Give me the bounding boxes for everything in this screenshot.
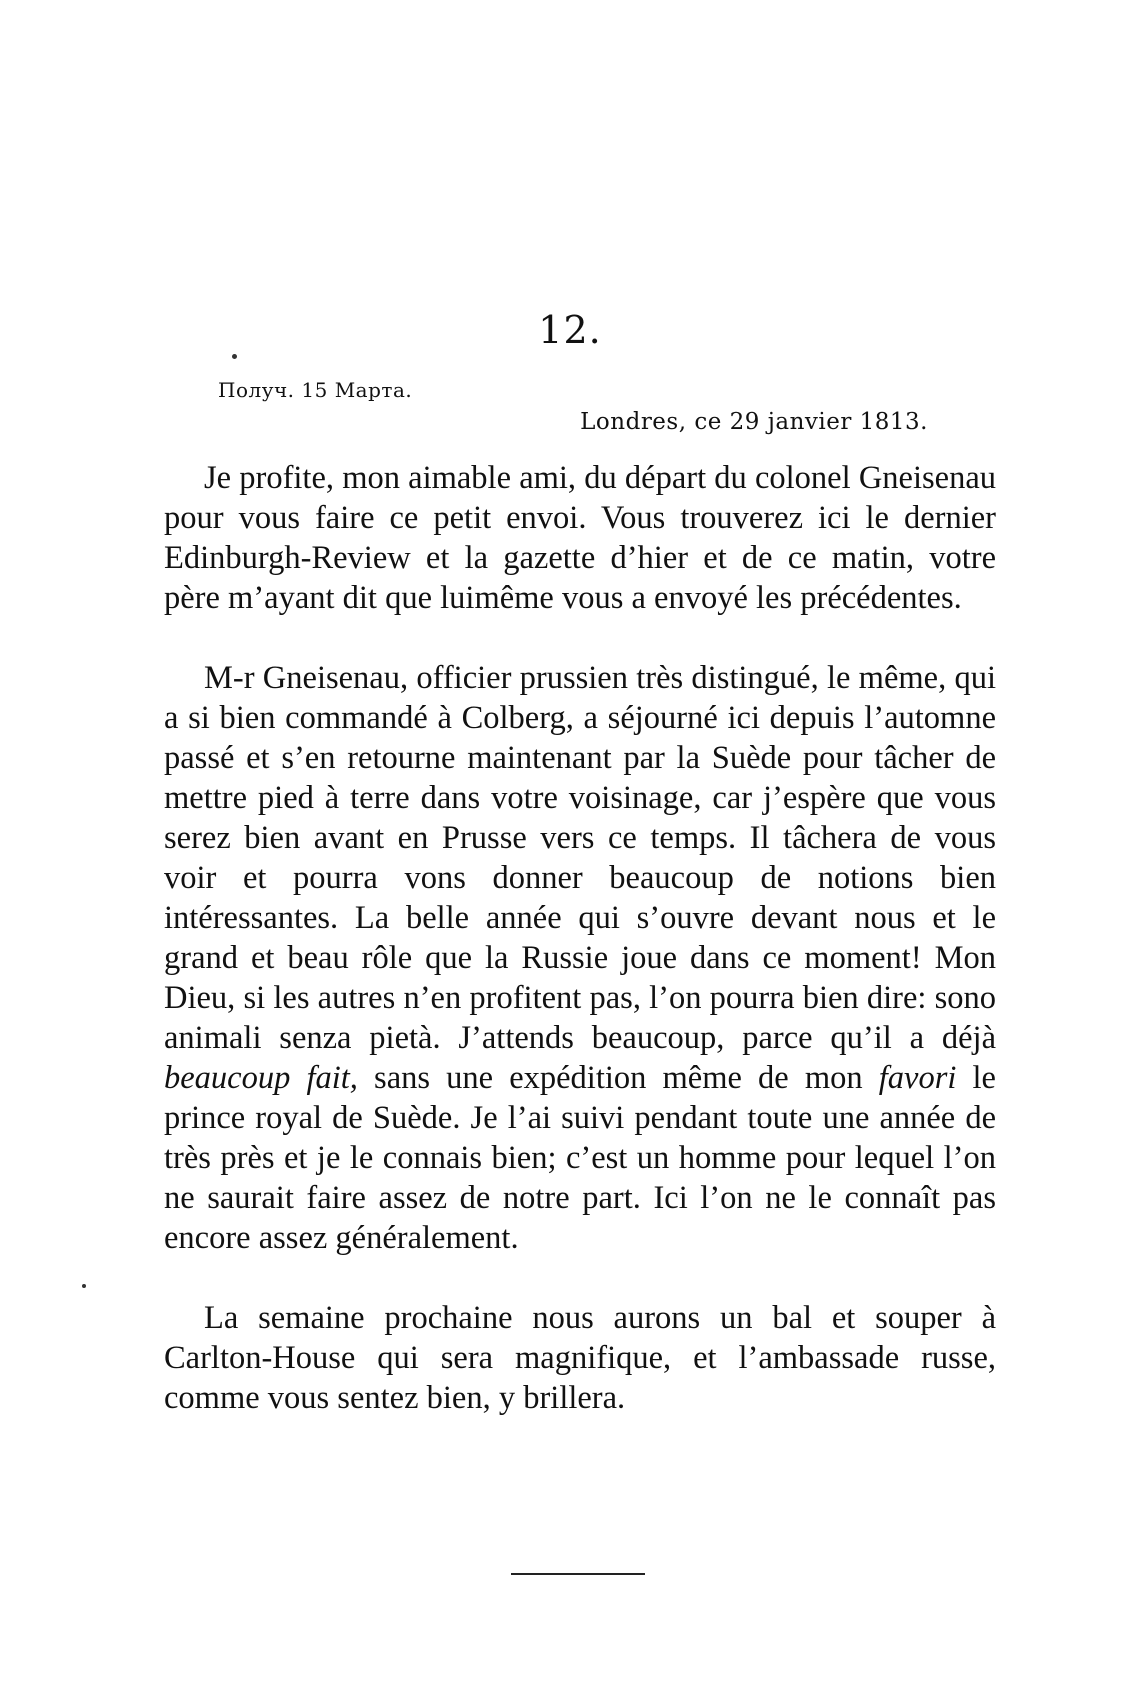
received-note: Получ. 15 Марта.	[218, 378, 413, 402]
paragraph-3	[164, 1298, 996, 1418]
print-speck	[232, 354, 237, 359]
paragraph-text: M-r Gneisenau, officier prussien très distingué, le même, qui a si bien commandé à Colberg, a séjourné ici depuis l’automne passé et s’en retourne maintenant par la Suède pour tâcher de mettre pied à terre dans votre voisinage, car j’espère que vous serez bien avant en Prusse vers ce temps. Il tâchera de vous voir et pourra vons donner beaucoup de notions bien intéressantes. La belle année qui s’ouvre devant nous et le grand et beau rôle que la Russie joue dans ce moment! Mon Dieu, si les autres n’en profitent pas, l’on pourra bien dire: sono animali senza pietà. J’attends beaucoup, parce qu’il a déjà	[164, 660, 996, 1056]
closing-rule	[511, 1573, 645, 1575]
paragraph-2	[164, 658, 996, 1258]
letter-number: 12.	[538, 308, 602, 352]
paragraph-1	[164, 458, 996, 618]
paragraph-text: Je profite, mon aimable ami, du départ du colonel Gneisenau pour vous faire ce petit envoi. Vous trouverez ici le dernier Edinburgh-Review et la gazette d’hier et de ce matin, votre père m’ayant dit que luimême vous a envoyé les précédentes.	[164, 460, 996, 616]
italic-emphasis: favori	[878, 1060, 957, 1096]
print-speck	[82, 1284, 86, 1288]
letter-body	[164, 458, 996, 1418]
dateline: Londres, ce 29 janvier 1813.	[580, 409, 928, 435]
paragraph-text: le prince royal de Suède. Je l’ai suivi pendant toute une année de très près et je le connais bien; c’est un homme pour lequel l’on ne saurait faire assez de notre part. Ici l’on ne le connaît pas encore assez généralement.	[164, 1060, 996, 1256]
paragraph-text: sans une expédition même de mon	[357, 1060, 879, 1096]
paragraph-text: La semaine prochaine nous aurons un bal et souper à Carlton-House qui sera magnifique, et l’ambassade russe, comme vous sentez bien, y brillera.	[164, 1300, 996, 1416]
italic-emphasis: beaucoup fait,	[164, 1060, 358, 1096]
